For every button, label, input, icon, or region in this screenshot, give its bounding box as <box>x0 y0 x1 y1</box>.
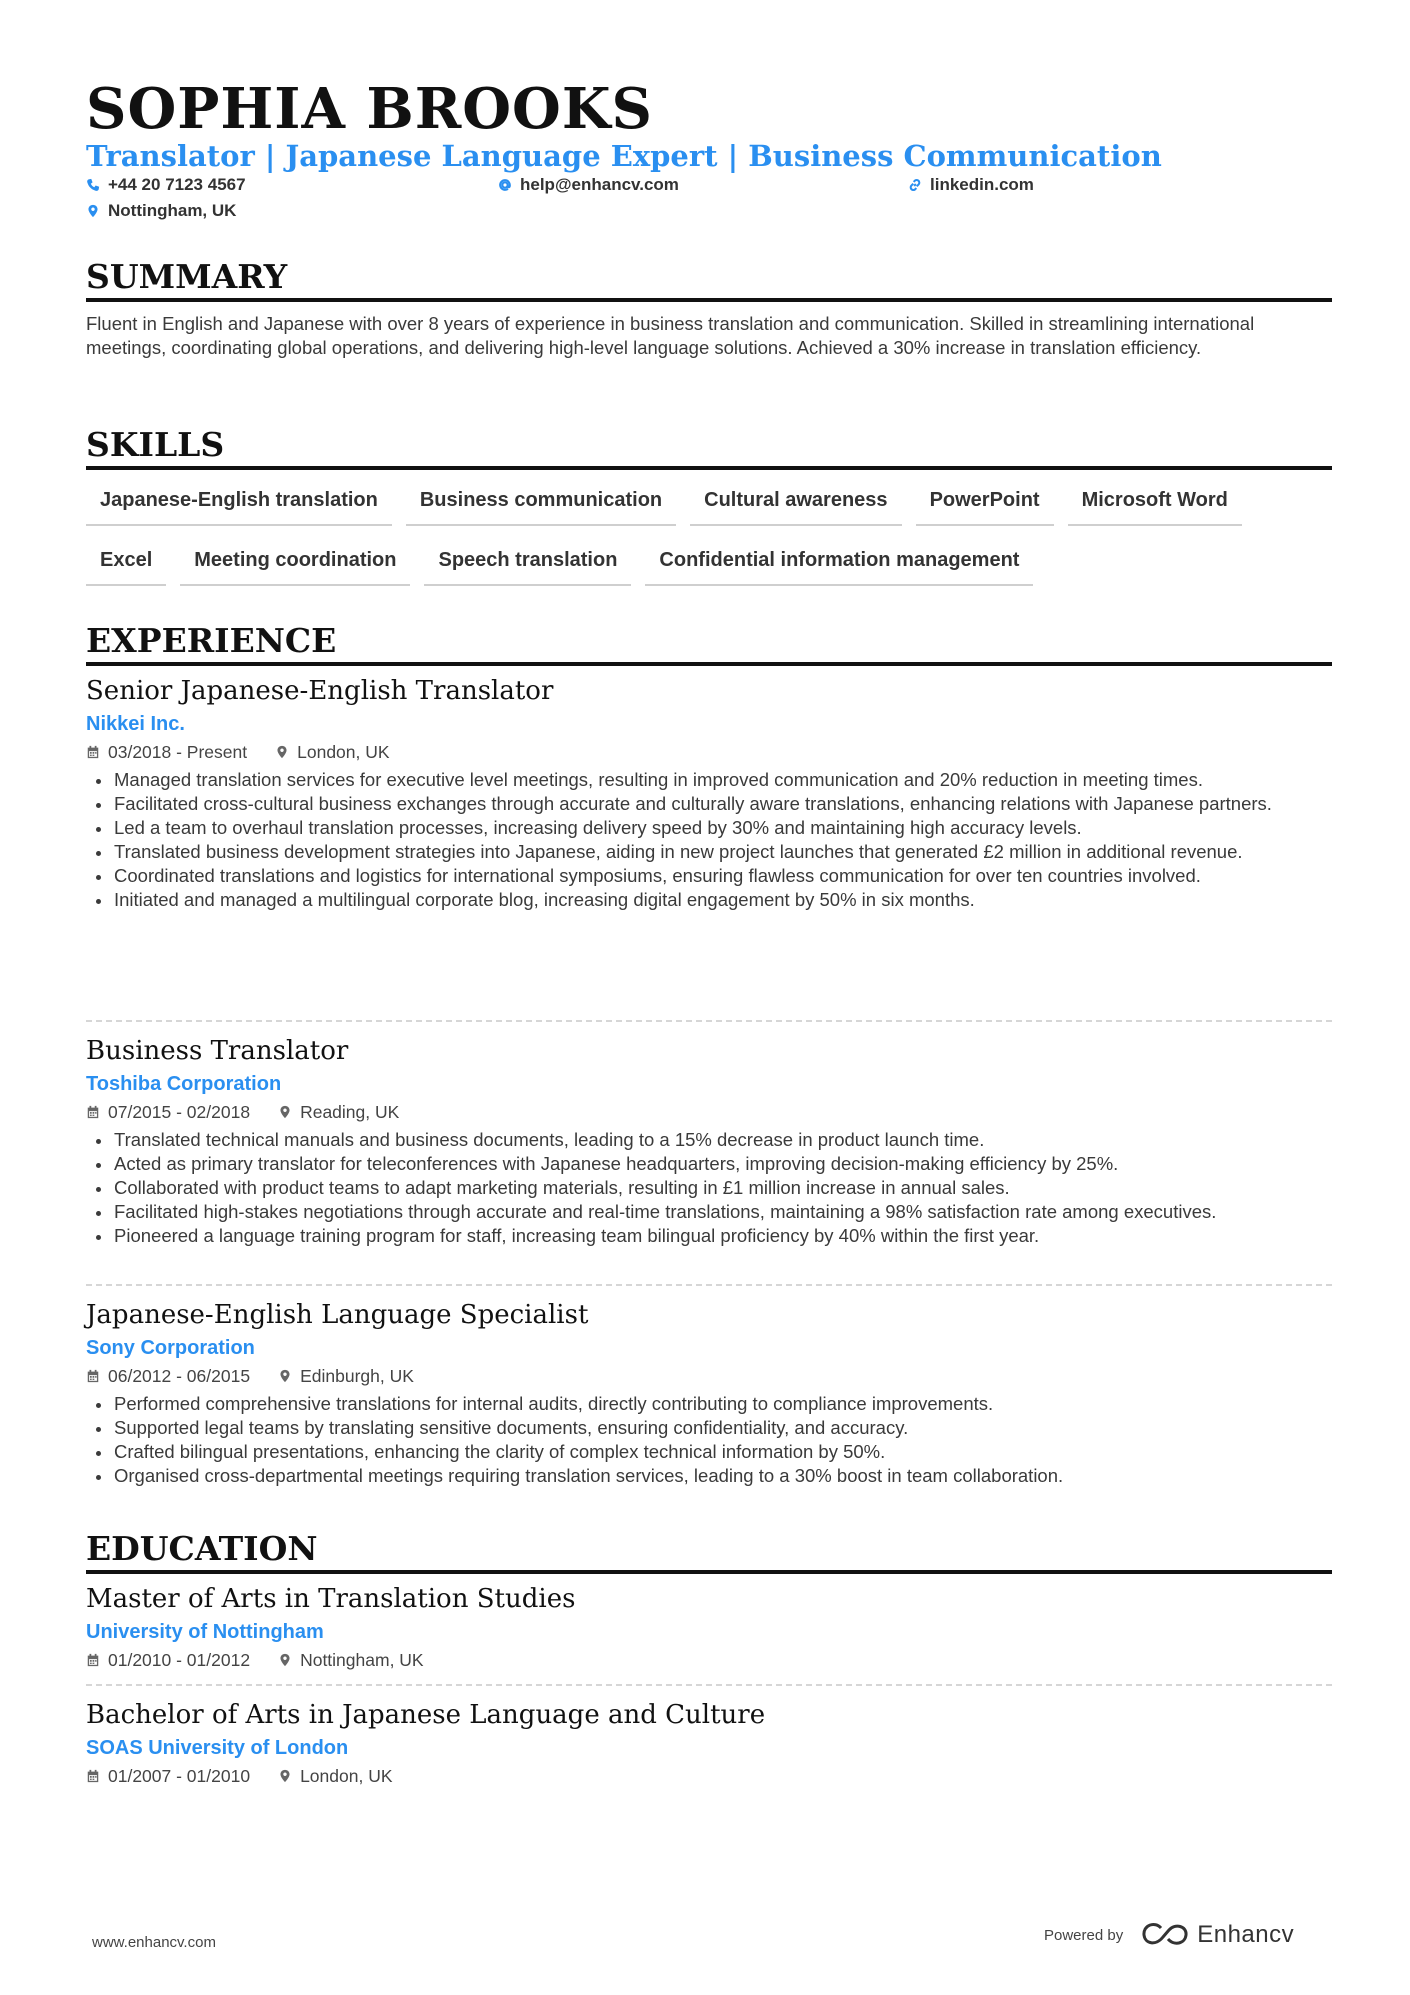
education-location-text: Nottingham, UK <box>300 1650 424 1670</box>
skill-tag: Confidential information management <box>645 540 1033 586</box>
contact-email[interactable] <box>498 174 679 196</box>
skill-tag: Microsoft Word <box>1068 480 1242 526</box>
job-title: Senior Japanese-English Translator <box>86 676 554 706</box>
bullet-item: Led a team to overhaul translation processes, increasing delivery speed by 30% and maintaining high accuracy levels. <box>86 816 1332 840</box>
experience-entry <box>86 674 1332 912</box>
contact-location <box>86 200 236 222</box>
phone-icon <box>86 178 100 192</box>
skills-list <box>86 480 1332 600</box>
bullet-item: Initiated and managed a multilingual corporate blog, increasing digital engagement by 50% in six months. <box>86 888 1332 912</box>
company-name[interactable]: Toshiba Corporation <box>86 1073 282 1095</box>
location-pin-icon <box>278 1369 292 1383</box>
school-name[interactable]: University of Nottingham <box>86 1621 324 1643</box>
education-meta <box>86 1646 1332 1674</box>
skills-row-2 <box>86 540 1332 586</box>
location-text: Nottingham, UK <box>108 201 237 220</box>
candidate-name: SOPHIA BROOKS <box>86 76 653 142</box>
bullet-item: Translated business development strategies into Japanese, aiding in new project launches that generated £2 million in additional revenue. <box>86 840 1332 864</box>
bullet-item: Managed translation services for executive level meetings, resulting in improved communication and 20% reduction in meeting times. <box>86 768 1332 792</box>
bullet-item: Facilitated cross-cultural business exchanges through accurate and culturally aware translations, enhancing relations with Japanese partners. <box>86 792 1332 816</box>
job-meta <box>86 738 1332 766</box>
summary-text: Fluent in English and Japanese with over 8 years of experience in business translation and communication. Skilled in streamlining international meetings, coordinating global operations, and delivering high-level language solutions. Achieved a 30% increase in translation efficiency. <box>86 313 1255 358</box>
job-dates-text: 03/2018 - Present <box>108 742 248 762</box>
job-location <box>275 738 389 766</box>
job-bullets <box>86 1128 1332 1248</box>
bullet-item: Translated technical manuals and business documents, leading to a 15% decrease in product launch time. <box>86 1128 1332 1152</box>
footer-website[interactable]: www.enhancv.com <box>92 1934 216 1951</box>
phone-text: +44 20 7123 4567 <box>108 175 246 194</box>
job-bullets <box>86 1392 1332 1488</box>
bullet-item: Acted as primary translator for teleconferences with Japanese headquarters, improving decision-making efficiency by 25%. <box>86 1152 1332 1176</box>
entry-divider <box>86 1020 1332 1022</box>
job-dates-text: 07/2015 - 02/2018 <box>108 1102 251 1122</box>
skill-tag: Excel <box>86 540 166 586</box>
skill-tag: Cultural awareness <box>690 480 901 526</box>
summary-heading: SUMMARY <box>86 258 1332 302</box>
education-heading: EDUCATION <box>86 1530 1332 1574</box>
job-bullets <box>86 768 1332 912</box>
education-dates-text: 01/2007 - 01/2010 <box>108 1766 251 1786</box>
job-meta <box>86 1362 1332 1390</box>
footer-branding <box>1044 1921 1294 1949</box>
job-location-text: Edinburgh, UK <box>300 1366 414 1386</box>
bullet-item: Crafted bilingual presentations, enhancing the clarity of complex technical information by 50%. <box>86 1440 1332 1464</box>
education-dates <box>86 1762 250 1790</box>
skill-tag: PowerPoint <box>916 480 1054 526</box>
experience-heading: EXPERIENCE <box>86 622 1332 666</box>
entry-divider <box>86 1284 1332 1286</box>
school-name[interactable]: SOAS University of London <box>86 1737 349 1759</box>
location-pin-icon <box>275 745 289 759</box>
skill-tag: Speech translation <box>424 540 631 586</box>
skill-tag: Japanese-English translation <box>86 480 392 526</box>
contact-phone <box>86 174 246 196</box>
entry-divider <box>86 1684 1332 1686</box>
job-dates-text: 06/2012 - 06/2015 <box>108 1366 251 1386</box>
bullet-item: Performed comprehensive translations for internal audits, directly contributing to compliance improvements. <box>86 1392 1332 1416</box>
education-entry <box>86 1698 1332 1790</box>
linkedin-text[interactable]: linkedin.com <box>930 175 1034 194</box>
skill-tag: Business communication <box>406 480 676 526</box>
education-location-text: London, UK <box>300 1766 393 1786</box>
powered-by-label: Powered by <box>1044 1926 1124 1944</box>
enhancv-logo-icon <box>1141 1922 1189 1948</box>
job-location <box>278 1362 414 1390</box>
candidate-headline: Translator | Japanese Language Expert | Business Communication <box>86 139 1162 173</box>
skills-heading: SKILLS <box>86 426 1332 470</box>
job-meta <box>86 1098 1332 1126</box>
job-location-text: London, UK <box>297 742 390 762</box>
job-title: Japanese-English Language Specialist <box>86 1300 589 1330</box>
calendar-icon <box>86 745 100 759</box>
contact-linkedin[interactable] <box>908 174 1034 196</box>
calendar-icon <box>86 1105 100 1119</box>
company-name[interactable]: Sony Corporation <box>86 1337 255 1359</box>
location-pin-icon <box>278 1105 292 1119</box>
job-location-text: Reading, UK <box>300 1102 400 1122</box>
skill-tag: Meeting coordination <box>180 540 410 586</box>
degree-title: Master of Arts in Translation Studies <box>86 1584 576 1614</box>
location-pin-icon <box>86 204 100 218</box>
brand-name: Enhancv <box>1197 1921 1295 1948</box>
bullet-item: Coordinated translations and logistics for international symposiums, ensuring flawless communication for over ten countries involved. <box>86 864 1332 888</box>
bullet-item: Pioneered a language training program for staff, increasing team bilingual proficiency by 40% within the first year. <box>86 1224 1332 1248</box>
education-dates-text: 01/2010 - 01/2012 <box>108 1650 251 1670</box>
enhancv-logo[interactable] <box>1141 1921 1294 1949</box>
calendar-icon <box>86 1653 100 1667</box>
job-dates <box>86 1362 250 1390</box>
company-name[interactable]: Nikkei Inc. <box>86 713 185 735</box>
education-meta <box>86 1762 1332 1790</box>
education-location <box>278 1646 424 1674</box>
experience-entry <box>86 1034 1332 1248</box>
link-icon <box>908 178 922 192</box>
job-location <box>278 1098 399 1126</box>
education-location <box>278 1762 392 1790</box>
job-dates <box>86 738 247 766</box>
location-pin-icon <box>278 1653 292 1667</box>
location-pin-icon <box>278 1769 292 1783</box>
degree-title: Bachelor of Arts in Japanese Language and Culture <box>86 1700 766 1730</box>
email-text[interactable]: help@enhancv.com <box>520 175 679 194</box>
bullet-item: Facilitated high-stakes negotiations through accurate and real-time translations, maintaining a 98% satisfaction rate among executives. <box>86 1200 1332 1224</box>
bullet-item: Collaborated with product teams to adapt marketing materials, resulting in £1 million increase in annual sales. <box>86 1176 1332 1200</box>
education-entry <box>86 1582 1332 1674</box>
calendar-icon <box>86 1369 100 1383</box>
at-icon <box>498 178 512 192</box>
job-dates <box>86 1098 250 1126</box>
calendar-icon <box>86 1769 100 1783</box>
education-dates <box>86 1646 250 1674</box>
bullet-item: Supported legal teams by translating sensitive documents, ensuring confidentiality, and accuracy. <box>86 1416 1332 1440</box>
skills-row-1 <box>86 480 1332 526</box>
job-title: Business Translator <box>86 1036 349 1066</box>
bullet-item: Organised cross-departmental meetings requiring translation services, leading to a 30% boost in team collaboration. <box>86 1464 1332 1488</box>
experience-entry <box>86 1298 1332 1488</box>
